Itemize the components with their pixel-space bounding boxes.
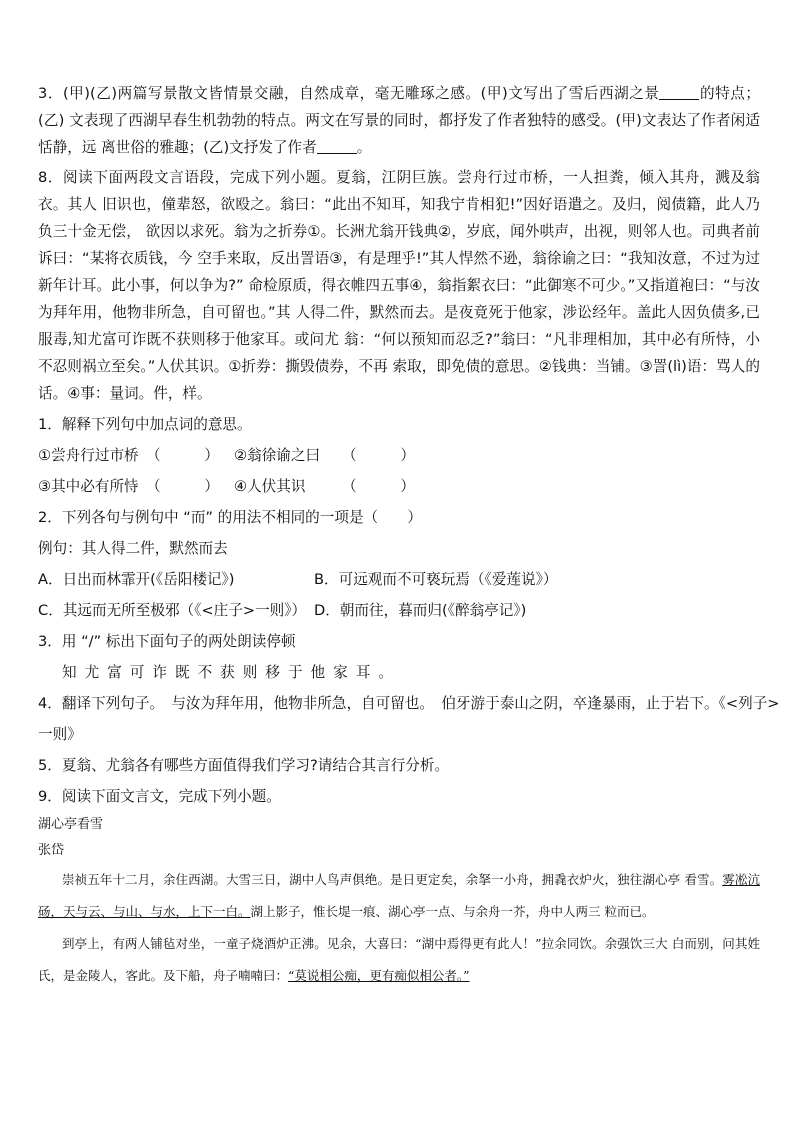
- passage-title: 湖心亭看雪: [38, 817, 104, 832]
- option-b: B．可远观而不可亵玩焉（《爱莲说》）: [314, 571, 558, 588]
- q8-line: 旧识也，僮辈怒，欲殴之。翁曰：“此出不知耳，知我宁肯相犯!”因好语遣之。及归，阅债籍，此人乃负三十金无偿，: [38, 196, 760, 240]
- option-c: C．其远而无所至极邪（《<庄子>一则》）: [38, 602, 307, 619]
- para2-text: 白而别，问其姓氏，是金陵人，客此。及下船，舟子喃喃曰：: [38, 936, 760, 983]
- passage-author: 张岱: [38, 843, 65, 858]
- para1-text: 崇祯五年十二月，余住西湖。大雪三日，湖中人鸟声俱绝。是日更定矣，余拏一小舟，拥毳衣炉火，独往湖心亭: [62, 872, 681, 887]
- q3-line2: 文表现了西湖早春生机勃勃的特点。两文在写景的同时，都抒发了作者独特的感受。(甲)文表达了作者闲适恬静，远: [38, 112, 760, 156]
- sub-question-4-line: 4．翻译下列句子。 与汝为拜年用，他物非所急，自可留也。 伯牙游于泰山之阴，卒逢暴雨，止于岩下。《<列子>: [38, 695, 780, 712]
- sub-question-1-title: 1．解释下列句中加点词的意思。: [38, 416, 252, 433]
- item-4: ④人伏其识 （ ）: [234, 478, 415, 495]
- q8-heading: 8．阅读下面两段文言语段，完成下列小题。夏翁，江阴巨族。尝舟行过市桥，一人担粪，倾入其舟，溅及翁衣。其人: [38, 169, 760, 213]
- passage-paragraph-2: [38, 928, 760, 992]
- options-row: [38, 595, 760, 626]
- answer-blank: [317, 139, 357, 154]
- sub-question-1-row: [38, 440, 760, 471]
- q8-line: 空手来取，反出詈语③，有是理乎!”其人悍然不逊，翁徐谕之曰：“我知汝意，不过为过新年计耳。此小事，何以争为?”: [38, 250, 761, 294]
- question-3-previous: [38, 80, 760, 161]
- underlined-sentence: 雾凇沆砀，天与云、与山、与水，上下一白。: [38, 872, 760, 919]
- option-d: D．朝而往，暮而归(《醉翁亭记》): [314, 602, 527, 619]
- q8-line: 命检原质，得衣帷四五事④，翁指絮衣曰：“此御寒不可少。”又指道袍曰：“与汝为拜年用，他物非所急，自可留也。”其: [38, 277, 761, 321]
- item-1: ①尝舟行过市桥 （ ）: [38, 447, 219, 464]
- sub-question-3-title: 3．用 “/” 标出下面句子的两处朗读停顿: [38, 633, 296, 650]
- item-2: ②翁徐谕之曰 （ ）: [234, 447, 415, 464]
- sub-question-2-title: 2．下列各句与例句中 “而” 的用法不相同的一项是（ ）: [38, 509, 422, 526]
- question-9-heading: 9．阅读下面文言文，完成下列小题。: [38, 788, 281, 805]
- item-3: ③其中必有所恃 （ ）: [38, 478, 219, 495]
- option-a: A．日出而林霏开(《岳阳楼记》): [38, 571, 235, 588]
- question-8-passage: [38, 164, 760, 407]
- sub-question-2-example: 例句：其人得二件，默然而去: [38, 540, 228, 557]
- passage-paragraph-1: [38, 864, 760, 928]
- para1-text: 看雪。: [684, 872, 723, 887]
- sub-question-3-sentence: 知尤富可诈既不获则移于他家耳。: [62, 664, 401, 681]
- q3-line1a: 3．(甲)(乙)两篇写景散文皆情景交融，自然成章，毫无雕琢之感。(甲)文写出了雪后西湖之景: [38, 85, 660, 102]
- q8-line: 翁：“何以预知而忍乏?”翁曰：“凡非理相加，其中必有所恃，小不忍则祸立至矣。”人伏其识。①折券：撕毁债券，不再: [38, 331, 760, 375]
- q8-line: 欲因以求死。翁为之折券①。长洲尤翁开钱典②，岁底，闻外哄声，出视，则邻人也。司典者前诉曰：“某将衣质钱，今: [38, 223, 760, 267]
- q8-line: 人得二件，默然而去。是夜竟死于他家，涉讼经年。盖此人因负债多,已服毒,知尤富可诈既不获则移于他家耳。或问尤: [38, 304, 760, 348]
- sub-question-1-row: [38, 471, 760, 502]
- answer-blank: [659, 85, 699, 100]
- sub-question-5: 5．夏翁、尤翁各有哪些方面值得我们学习?请结合其言行分析。: [38, 757, 450, 774]
- para1-text: 粒而已。: [604, 904, 655, 919]
- options-row: [38, 564, 760, 595]
- underlined-quote: “莫说相公痴，更有痴似相公者。”: [288, 968, 470, 983]
- sub-question-4-line: 一则》: [38, 726, 82, 743]
- content-column: [38, 80, 780, 992]
- q3-line3a: 离世俗的雅趣；(乙)文抒发了作者: [101, 139, 317, 156]
- para1-text: 湖上影子，惟长堤一痕、湖心亭一点、与余舟一芥，舟中人两三: [250, 904, 601, 919]
- q3-line1b: 的特点；(乙): [38, 85, 760, 129]
- para2-text: 到亭上，有两人铺毡对坐，一童子烧酒炉正沸。见余，大喜曰：“湖中焉得更有此人！”拉余同饮。余强饮三大: [62, 936, 668, 951]
- q3-line3b: 。: [356, 139, 372, 156]
- q8-line: 索取，即免债的意思。②钱典：当铺。③詈(lì)语：骂人的话。④事：量词。件，样。: [38, 358, 760, 402]
